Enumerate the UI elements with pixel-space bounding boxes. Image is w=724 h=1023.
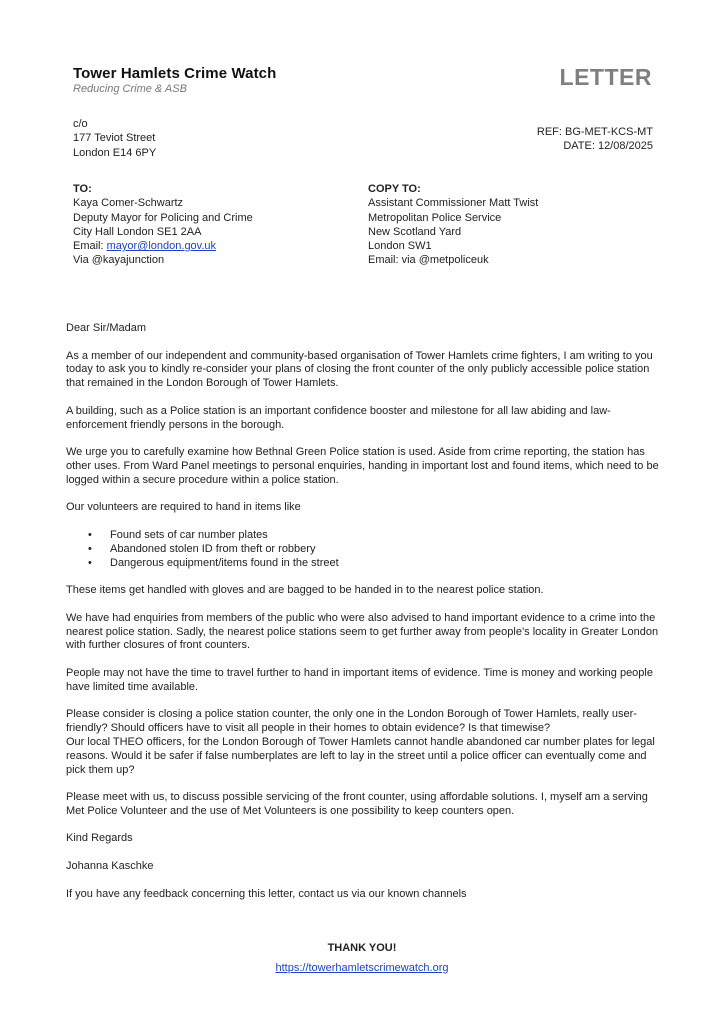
signature: Johanna Kaschke: [66, 860, 154, 873]
list-item: • Abandoned stolen ID from theft or robbery: [88, 542, 316, 555]
recipient-social: Via @kayajunction: [73, 254, 165, 267]
copy-to-address-line: London SW1: [368, 240, 432, 253]
body-paragraph: Our volunteers are required to hand in items like: [66, 501, 301, 514]
reference-number: REF: BG-MET-KCS-MT: [536, 126, 653, 138]
organisation-tagline: Reducing Crime & ASB: [73, 83, 187, 95]
letter-body: [66, 322, 666, 915]
copy-to-email: Email: via @metpoliceuk: [368, 254, 489, 267]
sender-address-line: London E14 6PY: [73, 146, 157, 159]
body-paragraph: Our local THEO officers, for the London Borough of Tower Hamlets cannot handle abandoned car number plates for legal reasons. Would it be safer if false numberplates are left to lay in the street until a police officer can eventually come and pick them up?: [66, 735, 655, 776]
reference-block: [537, 125, 653, 154]
copy-to-name: Assistant Commissioner Matt Twist: [368, 197, 539, 210]
website-link[interactable]: https://towerhamletscrimewatch.org: [275, 962, 449, 974]
body-paragraph: Please meet with us, to discuss possible servicing of the front counter, using affordable solutions. I, myself am a serving Met Police Volunteer and the use of Met Volunteers is one possibility to keep counters open.: [66, 791, 648, 817]
sender-address-line: 177 Teviot Street: [73, 132, 156, 145]
feedback-note: If you have any feedback concerning this letter, contact us via our known channels: [66, 887, 467, 900]
body-paragraph: Please consider is closing a police station counter, the only one in the London Borough of Tower Hamlets, really user-friendly? Should officers have to visit all people in their homes to obtain evidence? Is that timewise?: [66, 708, 637, 735]
copy-to-address-line: New Scotland Yard: [368, 225, 462, 238]
recipient-email-line: [73, 239, 253, 253]
salutation: Dear Sir/Madam: [66, 322, 147, 334]
list-item: • Found sets of car number plates: [88, 528, 268, 541]
recipient-address: City Hall London SE1 2AA: [73, 225, 202, 238]
copy-to-organisation: Metropolitan Police Service: [368, 211, 502, 224]
thank-you-text: THANK YOU!: [327, 942, 397, 954]
body-paragraph: These items get handled with gloves and are bagged to be handed in to the nearest police station.: [66, 584, 544, 597]
closing: Kind Regards: [66, 832, 133, 845]
document-type-heading: LETTER: [559, 64, 652, 90]
recipient-email-label: Email:: [73, 240, 107, 253]
bullet-icon: •: [88, 528, 92, 541]
recipient-block: [73, 182, 253, 268]
bullet-icon: •: [88, 556, 92, 569]
body-paragraph: We have had enquiries from members of the public who were also advised to hand important evidence to a crime into the nearest police station. Sadly, the nearest police stations seem to get further away from people’s locality in Greater London with further closures of front counters.: [66, 611, 659, 652]
recipient-name: Kaya Comer-Schwartz: [73, 197, 184, 210]
copy-to-block: [368, 182, 538, 268]
body-paragraph: We urge you to carefully examine how Bethnal Green Police station is used. Aside from crime reporting, the station has other uses. From Ward Panel meetings to personal enquiries, handing in important lost and found items, which need to be logged within a secure procedure within a police station.: [66, 446, 659, 486]
body-paragraph: A building, such as a Police station is an important confidence booster and milestone for all law abiding and law-enforcement friendly persons in the borough.: [66, 404, 611, 431]
sender-address-line: c/o: [73, 118, 88, 130]
body-paragraph: As a member of our independent and community-based organisation of Tower Hamlets crime fighters, I am writing to you today to ask you to kindly re-consider your plans of closing the front counter of the only publicly accessible police station that remained in the London Borough of Tower Hamlets.: [66, 349, 653, 390]
body-paragraph: People may not have the time to travel further to hand in important items of evidence. Time is money and working people have limited time available.: [66, 666, 653, 693]
copy-to-heading: COPY TO:: [368, 183, 421, 195]
recipient-email-link[interactable]: mayor@london.gov.uk: [106, 240, 217, 253]
sender-address: [73, 117, 156, 160]
bullet-icon: •: [88, 542, 92, 555]
list-item: • Dangerous equipment/items found in the street: [88, 556, 339, 569]
organisation-name: Tower Hamlets Crime Watch: [73, 65, 277, 82]
recipient-heading: TO:: [73, 183, 92, 195]
website-line: [0, 962, 724, 974]
letter-date: DATE: 12/08/2025: [563, 140, 653, 153]
recipient-title: Deputy Mayor for Policing and Crime: [73, 211, 253, 224]
items-list: [66, 529, 666, 570]
